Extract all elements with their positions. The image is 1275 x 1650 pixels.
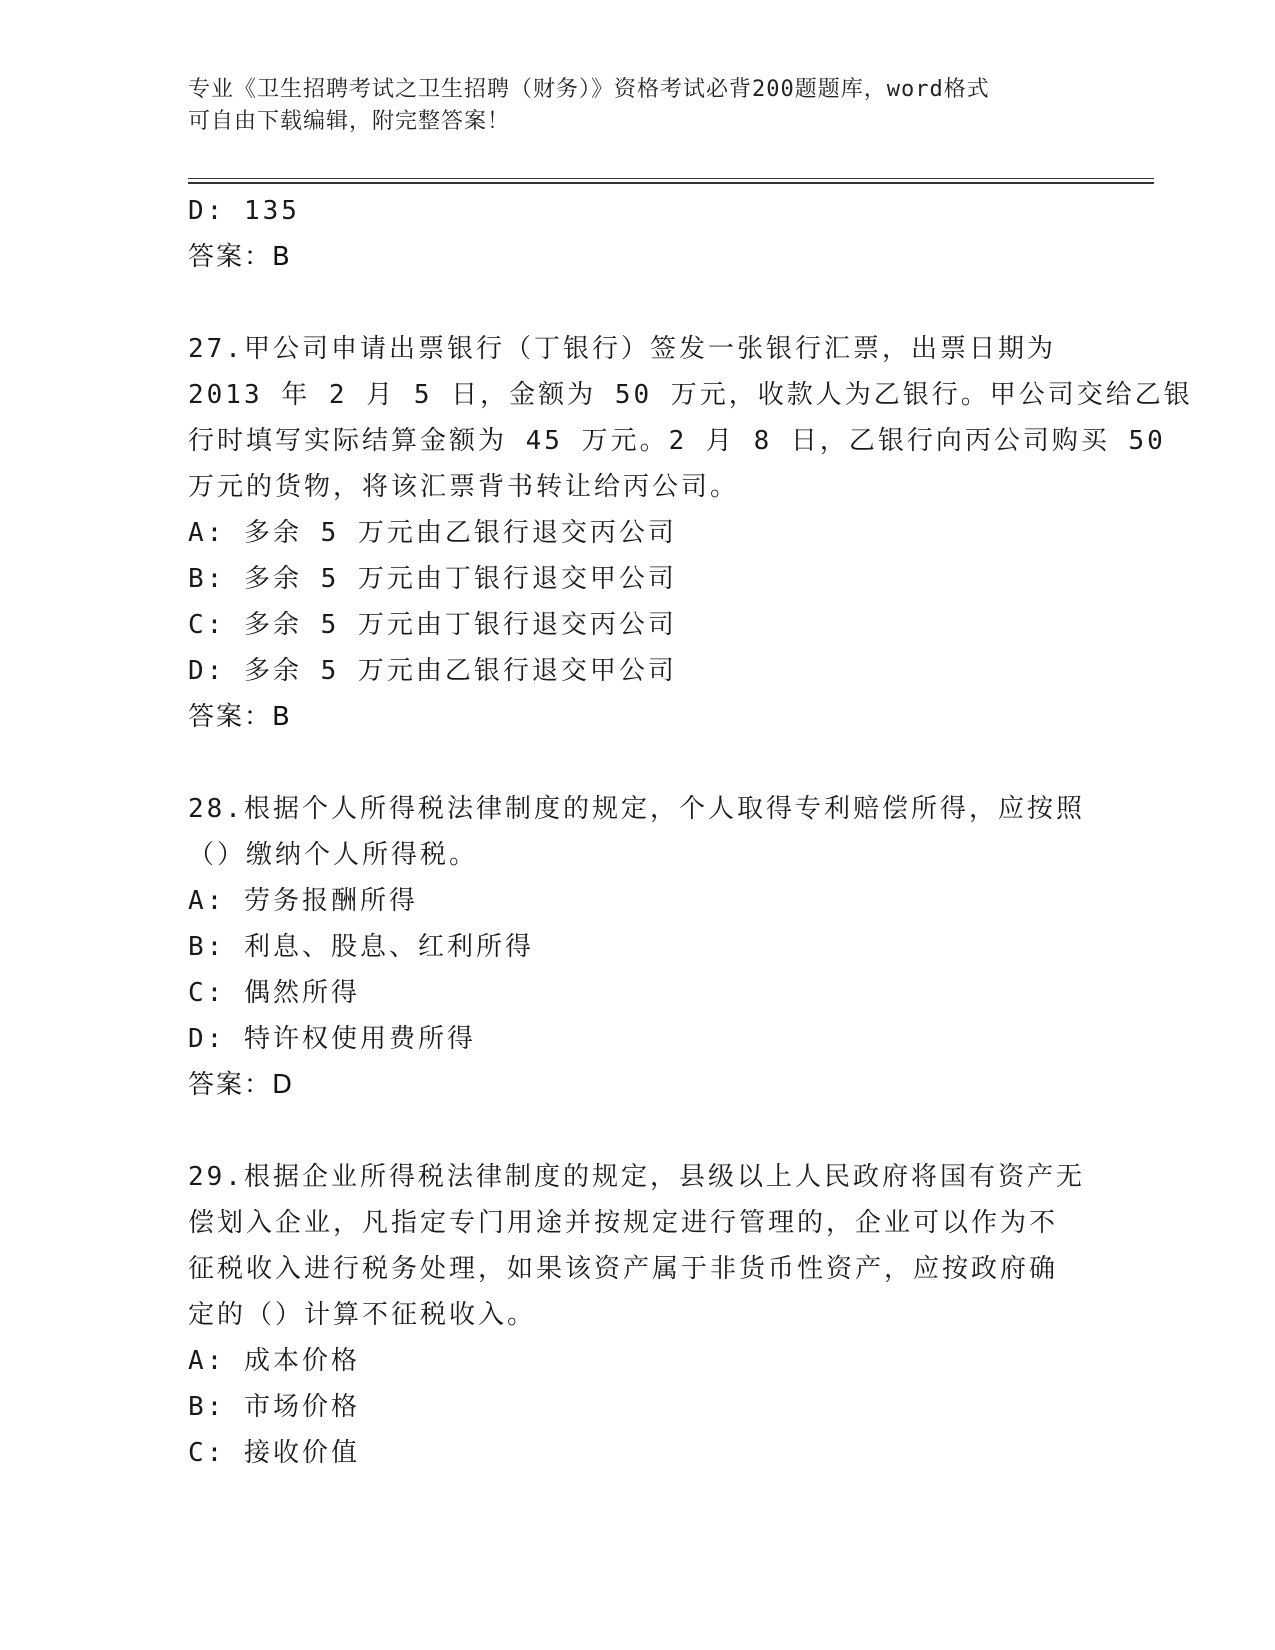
prev-option-d: D: 135 xyxy=(188,196,300,226)
answer: 答案：B xyxy=(188,702,292,732)
spacer xyxy=(188,740,1088,786)
question-stem-line: 29.根据企业所得税法律制度的规定，县级以上人民政府将国有资产无 xyxy=(188,1162,1085,1192)
question-stem-line: 27.甲公司申请出票银行（丁银行）签发一张银行汇票，出票日期为 xyxy=(188,334,1056,364)
question-stem-line: 定的（）计算不征税收入。 xyxy=(188,1300,537,1330)
option-b: B: 利息、股息、红利所得 xyxy=(188,932,534,962)
question-stem-line: 征税收入进行税务处理，如果该资产属于非货币性资产，应按政府确 xyxy=(188,1254,1059,1284)
option-d: D: 多余 5 万元由乙银行退交甲公司 xyxy=(188,656,677,686)
question-stem-line: （）缴纳个人所得税。 xyxy=(188,840,479,870)
page-header xyxy=(188,74,1068,138)
question-stem-line: 万元的货物，将该汇票背书转让给丙公司。 xyxy=(188,472,740,502)
question-stem-line: 28.根据个人所得税法律制度的规定，个人取得专利赔偿所得，应按照 xyxy=(188,794,1085,824)
question-29 xyxy=(188,1154,1088,1476)
option-a: A: 劳务报酬所得 xyxy=(188,886,418,916)
answer: 答案：D xyxy=(188,1070,295,1100)
document-body xyxy=(188,188,1193,1476)
spacer xyxy=(188,280,1088,326)
option-a: A: 成本价格 xyxy=(188,1346,360,1376)
question-stem-line: 2013 年 2 月 5 日，金额为 50 万元，收款人为乙银行。甲公司交给乙银 xyxy=(188,380,1193,410)
question-27 xyxy=(188,326,1193,740)
option-c: C: 接收价值 xyxy=(188,1438,360,1468)
spacer xyxy=(188,1108,1088,1154)
option-b: B: 多余 5 万元由丁银行退交甲公司 xyxy=(188,564,677,594)
option-b: B: 市场价格 xyxy=(188,1392,360,1422)
prev-answer: 答案：B xyxy=(188,242,292,272)
question-stem-line: 行时填写实际结算金额为 45 万元。2 月 8 日，乙银行向丙公司购买 50 xyxy=(188,426,1166,456)
option-a: A: 多余 5 万元由乙银行退交丙公司 xyxy=(188,518,677,548)
header-rule-thick xyxy=(188,182,1154,184)
option-c: C: 多余 5 万元由丁银行退交丙公司 xyxy=(188,610,677,640)
header-line-1: 专业《卫生招聘考试之卫生招聘（财务）》资格考试必背200题题库，word格式 xyxy=(188,77,990,102)
header-line-2: 可自由下载编辑，附完整答案！ xyxy=(188,109,511,134)
option-c: C: 偶然所得 xyxy=(188,978,360,1008)
question-stem-line: 偿划入企业，凡指定专门用途并按规定进行管理的，企业可以作为不 xyxy=(188,1208,1059,1238)
header-rule-thin xyxy=(188,178,1154,179)
question-28 xyxy=(188,786,1088,1108)
option-d: D: 特许权使用费所得 xyxy=(188,1024,476,1054)
